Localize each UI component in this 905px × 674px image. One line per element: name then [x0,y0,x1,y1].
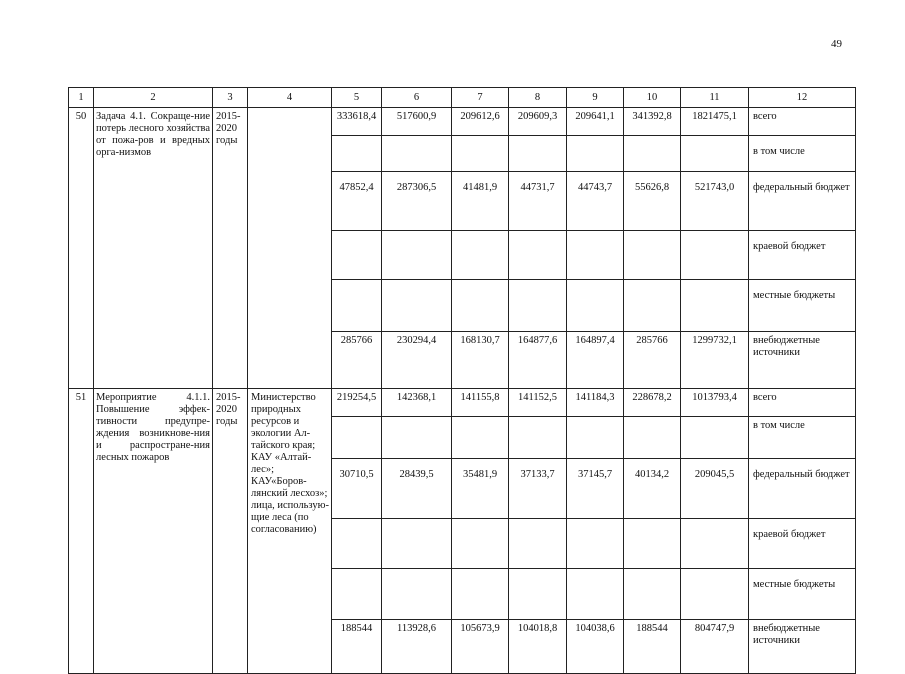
value-cell: 188544 [624,620,681,674]
value-cell: 164877,6 [509,332,567,389]
value-cell [332,280,382,332]
funding-source: федеральный бюджет [749,172,856,231]
value-cell [567,417,624,459]
value-cell [382,519,452,569]
header-cell: 10 [624,88,681,108]
value-cell [382,231,452,280]
row-number: 51 [69,389,94,674]
value-cell [681,280,749,332]
value-cell [567,519,624,569]
header-cell: 11 [681,88,749,108]
value-cell: 1821475,1 [681,108,749,136]
value-cell [624,136,681,172]
value-cell [681,417,749,459]
value-cell: 40134,2 [624,459,681,519]
value-cell [382,136,452,172]
value-cell: 44731,7 [509,172,567,231]
header-cell: 8 [509,88,567,108]
value-cell: 209641,1 [567,108,624,136]
value-cell [452,417,509,459]
value-cell: 287306,5 [382,172,452,231]
value-cell: 55626,8 [624,172,681,231]
header-cell: 5 [332,88,382,108]
value-cell: 209609,3 [509,108,567,136]
value-cell [624,231,681,280]
value-cell [624,569,681,620]
value-cell: 28439,5 [382,459,452,519]
value-cell: 141184,3 [567,389,624,417]
value-cell [624,280,681,332]
value-cell: 285766 [332,332,382,389]
value-cell [509,569,567,620]
value-cell: 37133,7 [509,459,567,519]
value-cell [567,231,624,280]
value-cell: 141155,8 [452,389,509,417]
value-cell: 141152,5 [509,389,567,417]
value-cell: 47852,4 [332,172,382,231]
value-cell: 517600,9 [382,108,452,136]
row-number: 50 [69,108,94,389]
value-cell [681,136,749,172]
value-cell: 30710,5 [332,459,382,519]
value-cell: 168130,7 [452,332,509,389]
program-table [68,87,856,674]
measure-years: 2015-2020 годы [213,389,248,674]
value-cell [509,519,567,569]
value-cell [624,519,681,569]
value-cell [509,280,567,332]
header-cell: 2 [94,88,213,108]
funding-source: внебюджетные источники [749,620,856,674]
value-cell [681,569,749,620]
value-cell [509,417,567,459]
header-cell: 12 [749,88,856,108]
funding-source: всего [749,108,856,136]
value-cell [332,569,382,620]
value-cell: 41481,9 [452,172,509,231]
funding-source: внебюджетные источники [749,332,856,389]
page-number: 49 [831,38,842,50]
header-cell: 9 [567,88,624,108]
value-cell: 521743,0 [681,172,749,231]
header-cell: 7 [452,88,509,108]
value-cell: 104038,6 [567,620,624,674]
value-cell: 188544 [332,620,382,674]
value-cell [452,136,509,172]
funding-source: в том числе [749,136,856,172]
value-cell: 804747,9 [681,620,749,674]
value-cell [332,417,382,459]
table-row [69,108,856,136]
value-cell: 341392,8 [624,108,681,136]
value-cell [332,136,382,172]
value-cell [681,519,749,569]
header-cell: 3 [213,88,248,108]
task-executor [248,108,332,389]
value-cell: 142368,1 [382,389,452,417]
value-cell: 44743,7 [567,172,624,231]
funding-source: федеральный бюджет [749,459,856,519]
value-cell [332,519,382,569]
value-cell [382,280,452,332]
value-cell: 1013793,4 [681,389,749,417]
value-cell: 35481,9 [452,459,509,519]
value-cell: 230294,4 [382,332,452,389]
measure-name: Мероприятие 4.1.1. Повышение эффек-тивности предупре-ждения возникнове-ния и распростране-ния лесных пожаров [94,389,213,674]
value-cell [681,231,749,280]
value-cell: 209612,6 [452,108,509,136]
value-cell: 113928,6 [382,620,452,674]
header-cell: 4 [248,88,332,108]
task-name: Задача 4.1. Сокраще-ние потерь лесного хозяйства от пожа-ров и вредных орга-низмов [94,108,213,389]
measure-executor: Министерство природных ресурсов и экологии Ал-тайского края; КАУ «Алтай-лес»; КАУ«Боров-лянский лесхоз»; лица, использую-щие леса (по согласованию) [248,389,332,674]
task-years: 2015-2020 годы [213,108,248,389]
value-cell [567,569,624,620]
value-cell: 164897,4 [567,332,624,389]
funding-source: всего [749,389,856,417]
value-cell: 209045,5 [681,459,749,519]
funding-source: краевой бюджет [749,519,856,569]
funding-source: местные бюджеты [749,569,856,620]
funding-source: в том числе [749,417,856,459]
value-cell [382,417,452,459]
value-cell [624,417,681,459]
value-cell [509,231,567,280]
value-cell: 228678,2 [624,389,681,417]
value-cell [509,136,567,172]
value-cell [452,280,509,332]
value-cell: 333618,4 [332,108,382,136]
header-cell: 6 [382,88,452,108]
value-cell: 285766 [624,332,681,389]
value-cell [452,569,509,620]
header-row [69,88,856,108]
funding-source: краевой бюджет [749,231,856,280]
value-cell [567,136,624,172]
value-cell: 37145,7 [567,459,624,519]
value-cell [452,231,509,280]
table-row [69,389,856,417]
value-cell: 219254,5 [332,389,382,417]
header-cell: 1 [69,88,94,108]
value-cell [452,519,509,569]
value-cell [382,569,452,620]
value-cell: 1299732,1 [681,332,749,389]
value-cell [332,231,382,280]
funding-source: местные бюджеты [749,280,856,332]
value-cell: 105673,9 [452,620,509,674]
value-cell [567,280,624,332]
value-cell: 104018,8 [509,620,567,674]
